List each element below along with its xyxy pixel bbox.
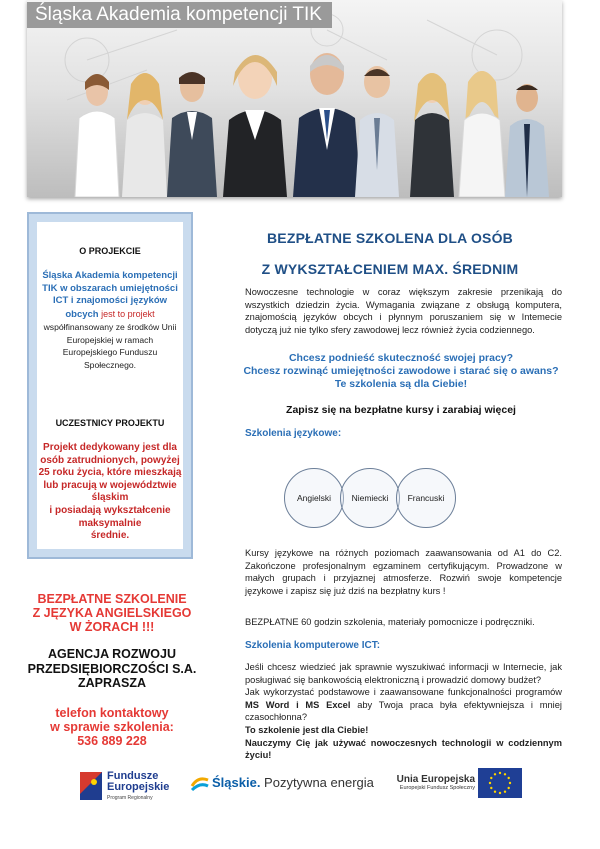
participants-line: średnie.	[90, 530, 130, 542]
eu-line: Unia Europejska	[396, 774, 475, 785]
eu-logo-text	[393, 774, 475, 791]
eu-line-small: Europejski Fundusz Społeczny	[399, 785, 475, 791]
free-training-announcement	[27, 592, 197, 634]
about-heading: O PROJEKCIE	[79, 246, 141, 256]
language-section-heading: Szkolenia językowe:	[245, 428, 342, 439]
announcement-line: BEZPŁATNE SZKOLENIE	[37, 592, 187, 606]
participants-heading: UCZESTNICY PROJEKTU	[55, 418, 165, 428]
fe-line: Europejskie	[107, 781, 170, 793]
organizer-line: PRZEDSIĘBIORCZOŚCI S.A.	[27, 661, 197, 676]
ict-text-part: Jak wykorzystać podstawowe i zaawansowane funkcjonalności programów	[245, 687, 562, 698]
participants-line: maksymalnie	[78, 517, 142, 529]
language-free-note: BEZPŁATNE 60 godzin szkolenia, materiały pomocnicze i podręczniki.	[245, 617, 535, 627]
ict-question1: Jeśli chcesz wiedzieć jak sprawnie wyszukiwać informacji w Internecie, jak posługiwać się bankowością elektroniczną i prowadzić domowy budżet?	[245, 662, 562, 685]
main-title-line1: BEZPŁATNE SZKOLENA DLA OSÓB	[267, 230, 513, 246]
participants-line: i posiadają wykształcenie	[49, 504, 171, 516]
signup-callout: Zapisz się na bezpłatne kursy i zarabiaj więcej	[286, 404, 516, 416]
organizer-block	[27, 647, 197, 691]
banner-title: Śląska Akademia kompetencji TIK	[27, 2, 332, 28]
about-line: Społecznego.	[83, 359, 137, 370]
participants-line: 25 roku życia, które mieszkają	[38, 467, 182, 479]
ict-programs: MS Word i MS Excel	[245, 699, 351, 710]
ict-section-heading: Szkolenia komputerowe ICT:	[245, 640, 381, 651]
about-text	[37, 270, 183, 371]
phone-block	[27, 706, 197, 748]
about-line: Śląska Akademia kompetencji	[42, 270, 178, 281]
organizer-line: ZAPRASZA	[77, 676, 147, 690]
question-line: Te szkolenia są dla Ciebie!	[334, 378, 468, 390]
about-line: Europejskiego Funduszu	[62, 347, 158, 357]
slaskie-word: Śląskie.	[212, 775, 261, 790]
question-block	[236, 352, 566, 391]
participants-line: lub pracują w województwie	[43, 479, 177, 491]
announcement-line: W ŻORACH !!!	[69, 620, 155, 634]
ict-paragraph	[245, 661, 562, 762]
phone-label: w sprawie szkolenia:	[50, 720, 174, 734]
project-info-panel	[27, 212, 193, 559]
intro-paragraph: Nowoczesne technologie w coraz większym zakresie przenikają do wszystkich dziedzin życia. Wymagania związane z obsługą komputera, znajomością języków obcych i płynnym poruszaniem się w Intemecie dotyczą już nie tylko sfery zawodowej lecz również życia codziennego.	[245, 287, 562, 335]
participants-line: śląskim	[91, 492, 129, 504]
about-line: Europejskiej w ramach	[66, 334, 154, 345]
language-paragraph: Kursy językowe na różnych poziomach zaawansowania od A1 do C2. Zakończone profesjonalnym egzaminem certyfikującym. Prowadzone w małych grupach i przyjaznej atmosferze. Rozwiń swoje kompetencje językowe i zapisz się już dziś na bezpłatny kurs !	[245, 548, 562, 596]
language-circle-german: Niemiecki	[340, 468, 400, 528]
fe-logo-text	[107, 771, 169, 804]
business-team-photo	[27, 0, 562, 197]
project-info-inner	[37, 222, 183, 549]
phone-label: telefon kontaktowy	[55, 706, 169, 720]
fe-line-small: Program Regionalny	[107, 795, 153, 801]
participants-text	[37, 442, 183, 543]
participants-line: osób zatrudnionych, powyżej	[40, 454, 180, 466]
ict-question2	[245, 686, 562, 724]
announcement-line: Z JĘZYKA ANGIELSKIEGO	[32, 606, 192, 620]
slaskie-logo-icon	[190, 774, 210, 794]
language-circle-french: Francuski	[396, 468, 456, 528]
about-word: jest to projekt	[98, 308, 155, 319]
eu-flag-icon	[478, 768, 522, 798]
question-line: Chcesz podnieść skuteczność swojej pracy?	[288, 352, 514, 364]
main-title-line2: Z WYKSZTAŁCENIEM MAX. ŚREDNIM	[261, 261, 519, 277]
ict-callout: To szkolenie jest dla Ciebie!	[245, 724, 369, 735]
slaskie-slogan: Pozytywna energia	[260, 775, 374, 790]
language-circle-english: Angielski	[284, 468, 344, 528]
phone-number: 536 889 228	[77, 734, 147, 748]
participants-line: Projekt dedykowany jest dla	[43, 442, 177, 453]
about-line: współfinansowany ze środków Unii	[43, 322, 177, 332]
ict-text-part: aby Twoja praca była efektywniejsza i mniej czasochłonna?	[245, 699, 562, 723]
fe-line: Fundusze	[107, 770, 159, 782]
about-word-blue: obcych	[65, 308, 99, 320]
slaskie-logo-text	[212, 775, 374, 790]
footer-logos	[0, 762, 600, 849]
languages-diagram	[284, 468, 460, 530]
organizer-line: AGENCJA ROZWOJU	[47, 647, 176, 661]
about-line: ICT i znajomości języków	[52, 295, 168, 306]
about-line-mixed	[37, 308, 183, 322]
fundusze-europejskie-logo-icon	[78, 770, 104, 802]
ict-promise: Nauczymy Cię jak używać nowoczesnych technologii w codziennym życiu!	[245, 737, 562, 761]
header-banner	[27, 0, 562, 197]
about-line: TIK w obszarach umiejętności	[42, 282, 178, 294]
question-line: Chcesz rozwinąć umiejętności zawodowe i starać się o awans?	[243, 365, 559, 377]
